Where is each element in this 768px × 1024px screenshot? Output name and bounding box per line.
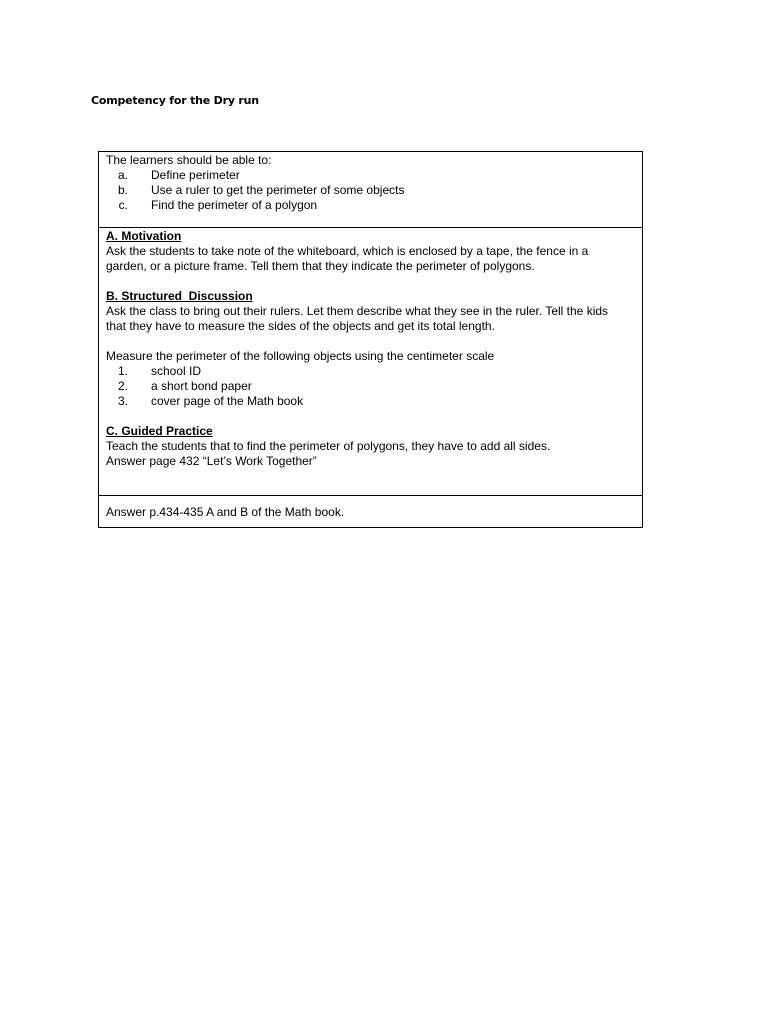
objectives-intro: The learners should be able to: (106, 153, 272, 167)
measure-object-text: school ID (151, 364, 202, 378)
list-item (106, 198, 635, 213)
spacer (106, 274, 635, 289)
list-marker: 2. (117, 379, 128, 393)
assignment-text: Answer p.434-435 A and B of the Math book. (106, 505, 345, 519)
list-marker: a. (117, 168, 128, 182)
measure-object-text: cover page of the Math book (151, 394, 304, 408)
discussion-heading: B. Structured Discussion (106, 289, 253, 303)
guided-practice-heading: C. Guided Practice (106, 424, 213, 438)
list-item (106, 364, 635, 379)
list-item (106, 168, 635, 183)
measure-intro: Measure the perimeter of the following objects using the centimeter scale (106, 349, 495, 363)
list-item (106, 183, 635, 198)
list-item (106, 394, 635, 409)
objective-text: Define perimeter (151, 168, 240, 182)
motivation-line: Ask the students to take note of the whiteboard, which is enclosed by a tape, the fence in a (106, 244, 589, 258)
objectives-cell (99, 152, 642, 227)
lesson-plan-table (98, 151, 643, 528)
list-marker: 1. (117, 364, 128, 378)
list-marker: c. (118, 198, 128, 212)
document-title: Competency for the Dry run (91, 94, 259, 107)
assignment-cell (99, 495, 642, 527)
guided-practice-line: Answer page 432 “Let’s Work Together” (106, 454, 317, 468)
measure-object-text: a short bond paper (151, 379, 252, 393)
list-marker: b. (117, 183, 128, 197)
procedure-cell (99, 227, 642, 495)
list-marker: 3. (117, 394, 128, 408)
objective-text: Use a ruler to get the perimeter of some objects (151, 183, 405, 197)
objective-text: Find the perimeter of a polygon (151, 198, 318, 212)
guided-practice-line: Teach the students that to find the perimeter of polygons, they have to add all sides. (106, 439, 551, 453)
motivation-heading: A. Motivation (106, 229, 182, 243)
discussion-line: Ask the class to bring out their rulers. Let them describe what they see in the ruler. Tell the kids (106, 304, 609, 318)
spacer (106, 334, 635, 349)
list-item (106, 379, 635, 394)
spacer (106, 409, 635, 424)
motivation-line: garden, or a picture frame. Tell them that they indicate the perimeter of polygons. (106, 259, 535, 273)
discussion-line: that they have to measure the sides of the objects and get its total length. (106, 319, 495, 333)
